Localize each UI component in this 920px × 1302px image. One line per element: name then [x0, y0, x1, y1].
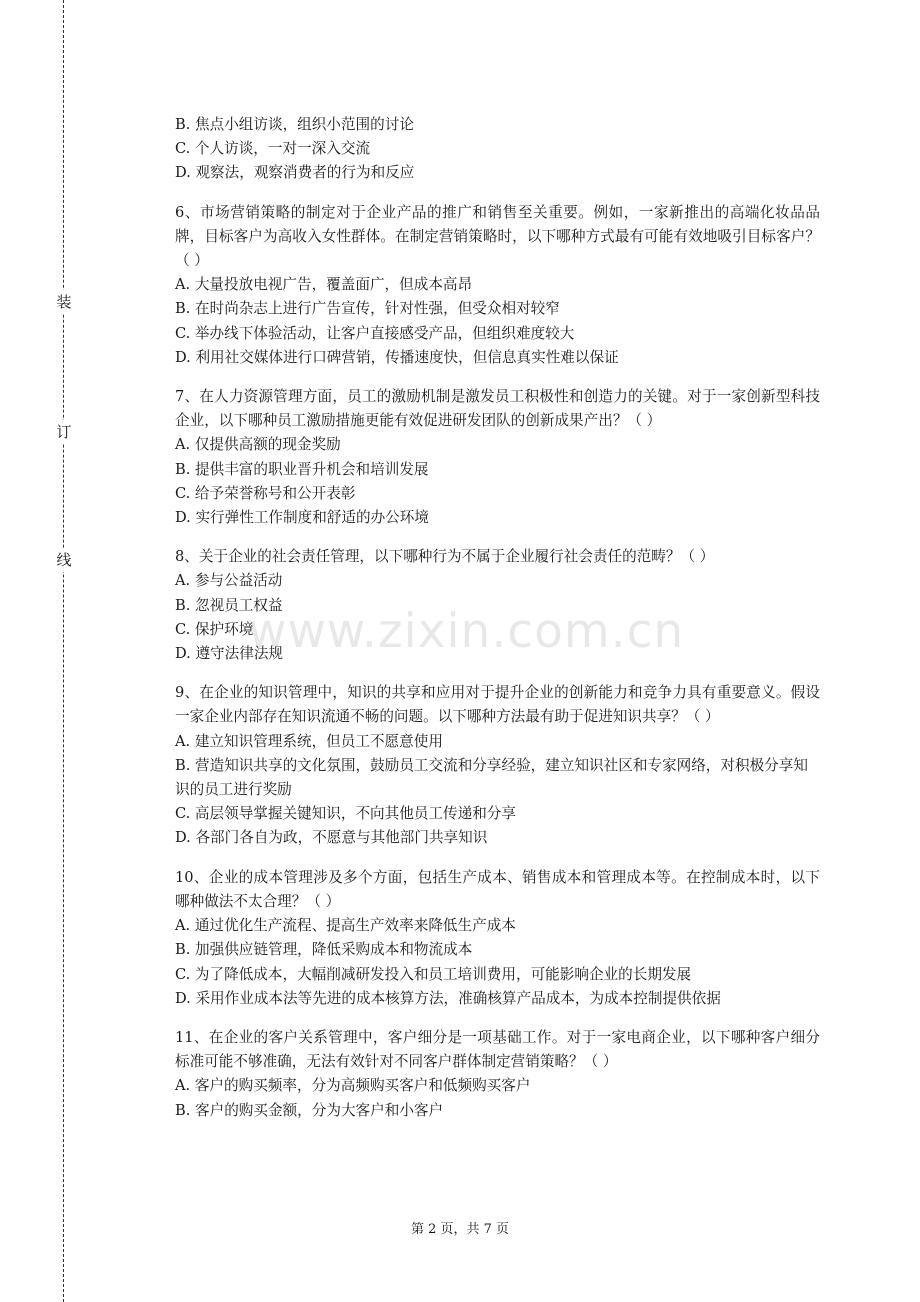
option-c: C. 为了降低成本，大幅削减研发投入和员工培训费用，可能影响企业的长期发展	[175, 965, 692, 983]
option-d: D. 采用作业成本法等先进的成本核算方法，准确核算产品成本，为成本控制提供依据	[175, 989, 721, 1007]
question-5-continued	[175, 113, 820, 186]
option-a: A. 客户的购买频率，分为高频购买客户和低频购买客户	[175, 1077, 531, 1095]
option-b: B. 客户的购买金额，分为大客户和小客户	[175, 1101, 444, 1119]
option-b: B. 焦点小组访谈，组织小范围的讨论	[175, 116, 414, 133]
watermark: www.zixin.com.cn	[248, 604, 685, 659]
question-6	[175, 201, 820, 370]
binding-dashed-line	[63, 0, 64, 1302]
option-c: C. 个人访谈，一对一深入交流	[175, 140, 371, 158]
binding-char-xian: 线	[54, 548, 74, 572]
option-b: B. 营造知识共享的文化氛围，鼓励员工交流和分享经验，建立知识社区和专家网络，对积极分享知识的员工进行奖励	[175, 756, 808, 799]
option-c: C. 举办线下体验活动，让客户直接感受产品，但组织难度较大	[175, 324, 575, 342]
option-b: B. 加强供应链管理，降低采购成本和物流成本	[175, 941, 473, 959]
question-list	[175, 113, 820, 1138]
option-b: B. 提供丰富的职业晋升机会和培训发展	[175, 460, 429, 478]
question-9	[175, 681, 820, 850]
question-stem: 7、在人力资源管理方面，员工的激励机制是激发员工积极性和创造力的关键。对于一家创新型科技企业，以下哪种员工激励措施更能有效促进研发团队的创新成果产出？（ ）	[175, 388, 820, 430]
option-a: A. 大量投放电视广告，覆盖面广，但成本高昂	[175, 276, 473, 294]
option-a: A. 仅提供高额的现金奖励	[175, 436, 341, 454]
question-stem: 11、在企业的客户关系管理中，客户细分是一项基础工作。对于一家电商企业，以下哪种客户细分标准可能不够准确，无法有效针对不同客户群体制定营销策略？（ ）	[175, 1028, 820, 1071]
question-stem: 8、关于企业的社会责任管理，以下哪种行为不属于企业履行社会责任的范畴？（ ）	[175, 548, 715, 566]
question-11	[175, 1026, 820, 1123]
page-footer: 第 2 页，共 7 页	[410, 1222, 510, 1237]
question-7	[175, 385, 820, 530]
binding-char-zhuang: 装	[54, 290, 74, 314]
option-d: D. 实行弹性工作制度和舒适的办公环境	[175, 509, 429, 527]
question-stem: 6、市场营销策略的制定对于企业产品的推广和销售至关重要。例如，一家新推出的高端化妆品品牌，目标客户为高收入女性群体。在制定营销策略时，以下哪种方式最有可能有效地吸引目标客户？（ ）	[175, 203, 820, 270]
option-b: B. 在时尚杂志上进行广告宣传，针对性强，但受众相对较窄	[175, 300, 560, 318]
option-d: D. 利用社交媒体进行口碑营销，传播速度快，但信息真实性难以保证	[175, 348, 619, 366]
option-b: B. 忽视员工权益	[175, 596, 283, 614]
option-d: D. 遵守法律法规	[175, 645, 284, 663]
option-a: A. 建立知识管理系统，但员工不愿意使用	[175, 732, 443, 750]
option-c: C. 高层领导掌握关键知识，不向其他员工传递和分享	[175, 805, 516, 823]
option-d: D. 观察法，观察消费者的行为和反应	[175, 164, 415, 182]
option-c: C. 给予荣誉称号和公开表彰	[175, 484, 356, 502]
option-d: D. 各部门各自为政，不愿意与其他部门共享知识	[175, 829, 488, 847]
question-stem: 9、在企业的知识管理中，知识的共享和应用对于提升企业的创新能力和竞争力具有重要意义。假设一家企业内部存在知识流通不畅的问题。以下哪种方法最有助于促进知识共享？（ ）	[175, 684, 820, 726]
binding-char-ding: 订	[54, 420, 74, 444]
option-a: A. 通过优化生产流程、提高生产效率来降低生产成本	[175, 917, 516, 935]
option-a: A. 参与公益活动	[175, 572, 283, 590]
question-8	[175, 545, 820, 666]
question-10	[175, 866, 820, 1011]
option-c: C. 保护环境	[175, 620, 254, 638]
question-stem: 10、企业的成本管理涉及多个方面，包括生产成本、销售成本和管理成本等。在控制成本时，以下哪种做法不太合理？（ ）	[175, 868, 820, 910]
